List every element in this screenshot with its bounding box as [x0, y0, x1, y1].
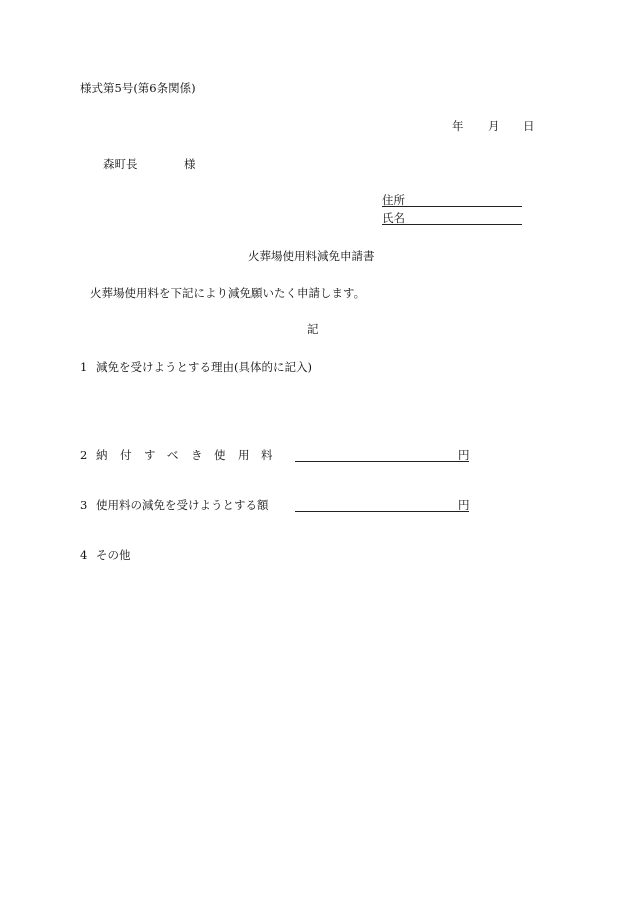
item-3-number: 3 [80, 498, 88, 512]
addressee-name: 森町長 [103, 157, 138, 171]
address-label: 住所 [382, 193, 405, 207]
item-2-unit: 円 [458, 448, 470, 462]
document-title: 火葬場使用料減免申請書 [248, 249, 375, 263]
name-label: 氏名 [382, 211, 405, 225]
name-underline [382, 224, 522, 225]
form-number: 様式第5号(第6条関係) [80, 81, 196, 95]
item-2-char: す [144, 448, 156, 462]
item-3-unit: 円 [458, 498, 470, 512]
item-2-char: 付 [120, 448, 132, 462]
item-2-char: べ [167, 448, 179, 462]
intro-text: 火葬場使用料を下記により減免願いたく申請します。 [90, 286, 366, 300]
date-month-label: 月 [488, 119, 500, 133]
item-3-amount-field[interactable] [295, 511, 469, 512]
addressee-honorific: 様 [184, 157, 196, 171]
address-underline [382, 206, 522, 207]
item-2-char: 納 [96, 448, 108, 462]
item-1-label: 減免を受けようとする理由(具体的に記入) [96, 360, 312, 374]
item-3-label: 使用料の減免を受けようとする額 [96, 498, 269, 512]
date-day-label: 日 [523, 119, 535, 133]
item-2-char: 使 [214, 448, 226, 462]
item-1-number: 1 [80, 360, 88, 374]
item-2-char: 用 [238, 448, 250, 462]
item-2-amount-field[interactable] [295, 461, 469, 462]
item-2-number: 2 [80, 448, 88, 462]
item-4-number: 4 [80, 548, 88, 562]
item-2-char: 料 [261, 448, 273, 462]
ki-label: 記 [307, 322, 319, 336]
item-2-char: き [191, 448, 203, 462]
date-year-label: 年 [452, 119, 464, 133]
item-4-label: その他 [96, 548, 131, 562]
